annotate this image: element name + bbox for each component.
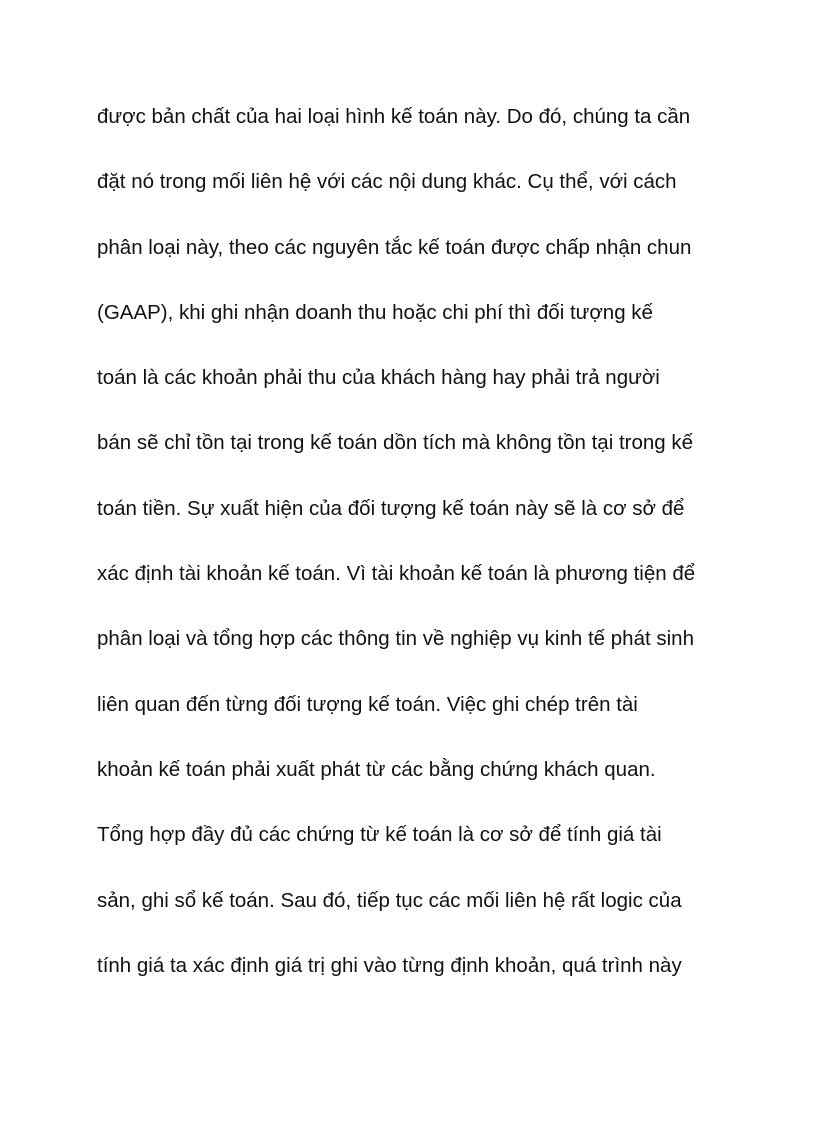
text-line: tính giá ta xác định giá trị ghi vào từng định khoản, quá trình này xyxy=(97,953,682,977)
text-line: xác định tài khoản kế toán. Vì tài khoản kế toán là phương tiện để xyxy=(97,562,696,586)
text-line: (GAAP), khi ghi nhận doanh thu hoặc chi phí thì đối tượng kế xyxy=(97,300,653,324)
body-text xyxy=(97,100,737,1014)
text-line: bán sẽ chỉ tồn tại trong kế toán dồn tích mà không tồn tại trong kế xyxy=(97,431,694,455)
text-line: toán tiền. Sự xuất hiện của đối tượng kế toán này sẽ là cơ sở để xyxy=(97,496,685,520)
text-line: phân loại này, theo các nguyên tắc kế toán được chấp nhận chun xyxy=(97,235,692,259)
text-line: sản, ghi sổ kế toán. Sau đó, tiếp tục các mối liên hệ rất logic của xyxy=(97,888,682,912)
text-line: phân loại và tổng hợp các thông tin về nghiệp vụ kinh tế phát sinh xyxy=(97,627,694,651)
text-line: toán là các khoản phải thu của khách hàng hay phải trả người xyxy=(97,366,660,390)
text-line: khoản kế toán phải xuất phát từ các bằng chứng khách quan. xyxy=(97,757,656,781)
text-line: liên quan đến từng đối tượng kế toán. Việc ghi chép trên tài xyxy=(97,692,638,716)
text-line: được bản chất của hai loại hình kế toán này. Do đó, chúng ta cần xyxy=(97,105,691,128)
text-line: đặt nó trong mối liên hệ với các nội dung khác. Cụ thể, với cách xyxy=(97,170,677,194)
text-line: Tổng hợp đầy đủ các chứng từ kế toán là cơ sở để tính giá tài xyxy=(97,823,662,847)
